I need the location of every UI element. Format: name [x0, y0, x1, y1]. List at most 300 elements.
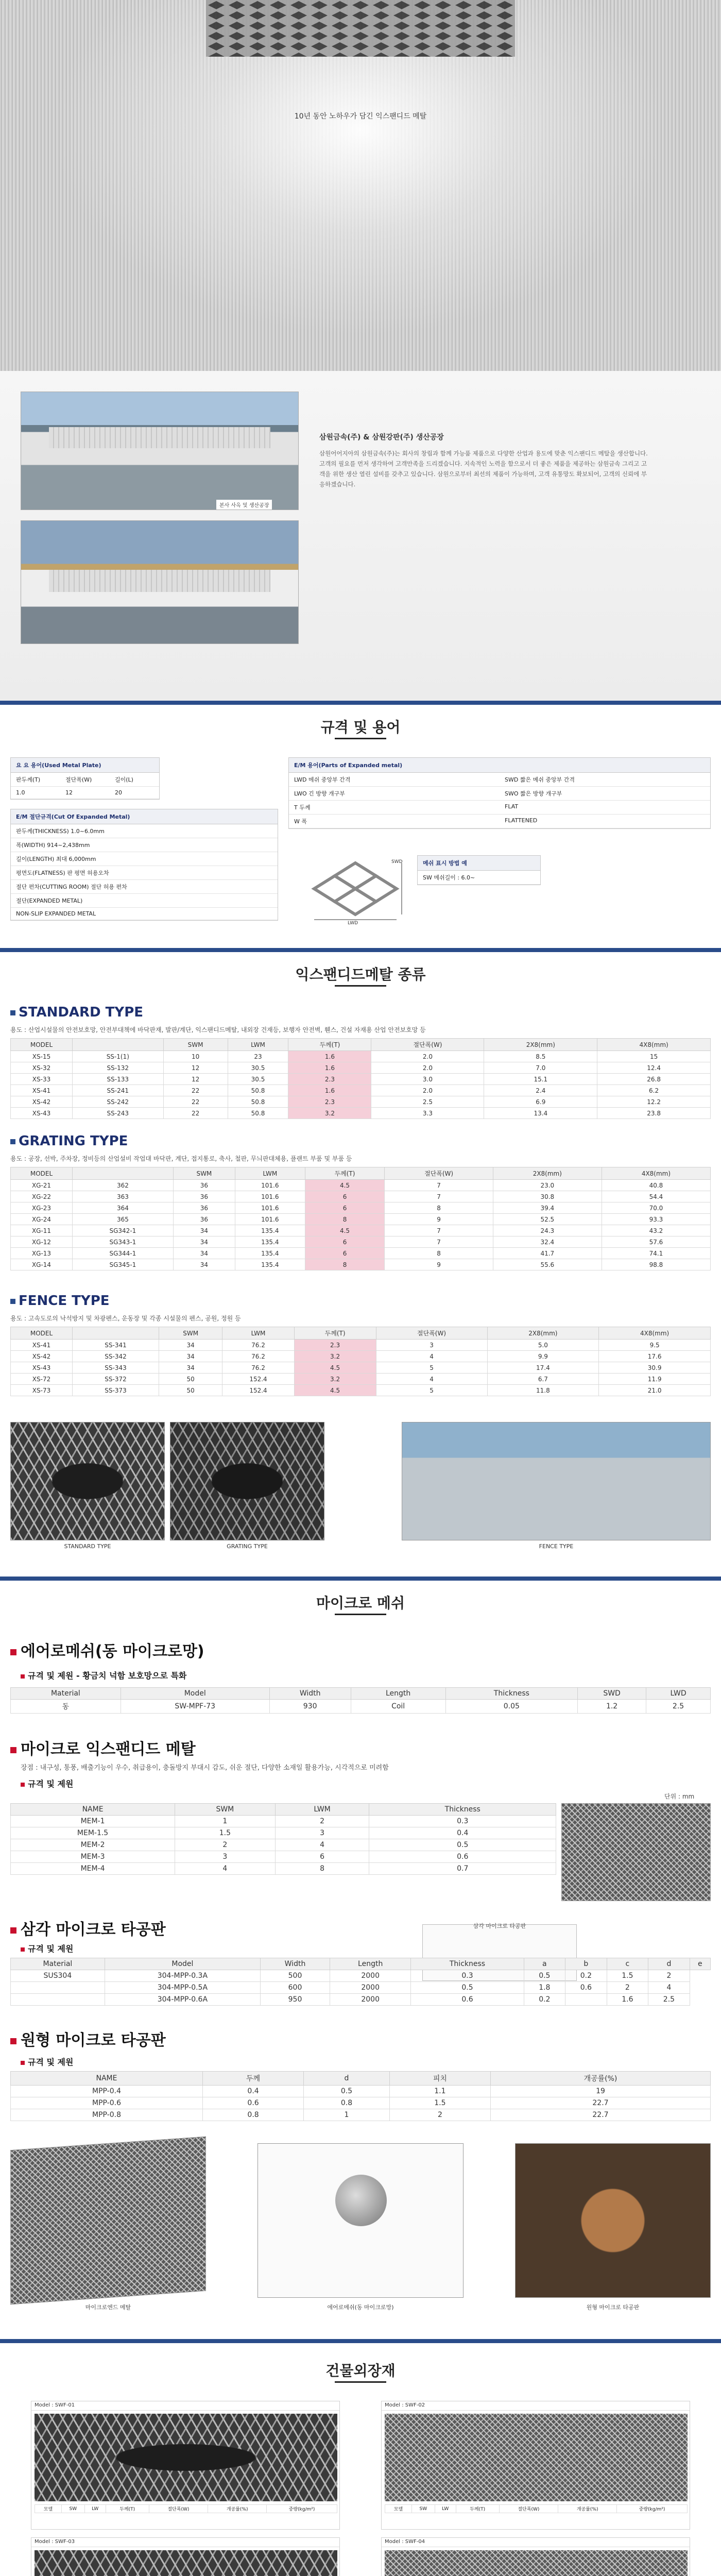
table-cell: 76.2	[222, 1340, 294, 1351]
table-cell: 50	[159, 1374, 222, 1385]
table-cell: 0.2	[565, 1970, 607, 1982]
table-cell: SUS304	[11, 1970, 105, 1982]
table-cell: 0.05	[445, 1700, 577, 1714]
table-cell: 39.4	[493, 1202, 602, 1214]
table-cell: 23.8	[597, 1108, 711, 1119]
table-cell: SS-241	[73, 1085, 164, 1096]
table-header: a	[524, 1958, 565, 1970]
table-cell: 32.4	[493, 1236, 602, 1248]
table-cell: 34	[159, 1362, 222, 1374]
cut-spec-item: 평면도(FLATNESS) 판 평면 허용오차	[16, 870, 109, 876]
table-cell	[11, 1994, 105, 2006]
round-caption-2: 에어로메쉬(동 마이크로망)	[327, 2304, 394, 2311]
table-header: e	[690, 1958, 710, 1970]
table-cell: XS-43	[11, 1362, 73, 1374]
table-cell: 2.3	[288, 1096, 371, 1108]
table-cell: 76.2	[222, 1362, 294, 1374]
table-cell: 6.7	[487, 1374, 599, 1385]
model-photo	[385, 2550, 688, 2576]
model-spec-head: 개공률(%)	[208, 2505, 267, 2513]
table-cell: XS-73	[11, 1385, 73, 1396]
model-photo	[35, 2550, 337, 2576]
table-cell: 41.7	[493, 1248, 602, 1259]
table-cell: XG-23	[11, 1202, 73, 1214]
em-part-item: T 두께	[294, 804, 311, 811]
em-part-item: SWD 짧은 메쉬 중앙부 간격	[505, 776, 575, 783]
th: LWM	[235, 1167, 305, 1180]
table-cell: 24.3	[493, 1225, 602, 1236]
table-cell: MEM-4	[11, 1863, 175, 1875]
table-cell: 98.8	[602, 1259, 710, 1270]
table-cell: 7.0	[484, 1062, 597, 1074]
table-cell: 304-MPP-0.3A	[105, 1970, 260, 1982]
tri-plate-title	[10, 1917, 166, 1939]
heading-underline	[335, 1614, 386, 1615]
heading-underline	[335, 738, 386, 739]
table-cell: 362	[73, 1180, 174, 1191]
model-spec-head: SW	[411, 2505, 435, 2513]
table-cell: XG-12	[11, 1236, 73, 1248]
table-header: Length	[351, 1688, 445, 1700]
em-part-item: LWD 메쉬 중앙부 간격	[294, 776, 351, 783]
table-cell: MEM-1.5	[11, 1827, 175, 1839]
table-cell: 50.8	[228, 1108, 288, 1119]
table-cell: XS-32	[11, 1062, 73, 1074]
table-row	[11, 1074, 711, 1085]
table-cell: 4.5	[294, 1362, 376, 1374]
table-cell: 152.4	[222, 1374, 294, 1385]
table-cell: XS-15	[11, 1051, 73, 1062]
model-spec-head: 중량(kg/m²)	[267, 2505, 337, 2513]
table-cell: 36	[173, 1214, 235, 1225]
model-label: Model : SWF-02	[382, 2401, 690, 2411]
table-cell: 0.5	[524, 1970, 565, 1982]
grating-table	[10, 1167, 711, 1270]
table-cell: 8	[385, 1248, 493, 1259]
used-plate-head: 요 요 용어(Used Metal Plate)	[11, 758, 159, 773]
round-table	[10, 2071, 711, 2121]
table-header: Width	[261, 1958, 330, 1970]
table-header: Thickness	[445, 1688, 577, 1700]
table-cell: 22	[163, 1108, 228, 1119]
table-cell: 22.7	[490, 2097, 710, 2109]
micro-em-table	[10, 1803, 556, 1875]
table-cell: SS-132	[73, 1062, 164, 1074]
micro-em-title	[10, 1736, 196, 1759]
round-photo-1	[10, 2137, 206, 2305]
mesh-notation-box	[417, 855, 541, 885]
model-spec-head: 두께(T)	[106, 2505, 149, 2513]
table-cell: 2.0	[371, 1062, 484, 1074]
cut-spec-box	[10, 809, 278, 921]
table-cell: 2	[389, 2109, 490, 2121]
micro-em-title-text: 마이크로 익스팬디드 메탈	[21, 1740, 196, 1758]
th: 2X8(mm)	[493, 1167, 602, 1180]
table-row	[11, 2086, 711, 2097]
model-spec-head: 모델	[35, 2505, 62, 2513]
th	[73, 1167, 174, 1180]
table-row	[11, 1385, 711, 1396]
copper-mesh-title	[10, 1638, 204, 1661]
th: 2X8(mm)	[487, 1327, 599, 1340]
mesh-notation-head: 메쉬 표시 방법 예	[418, 856, 540, 871]
models-heading: 건물외장재	[325, 2362, 396, 2379]
table-cell: 0.3	[411, 1970, 524, 1982]
table-cell: 7	[385, 1191, 493, 1202]
table-cell: Coil	[351, 1700, 445, 1714]
table-cell: 3.2	[294, 1374, 376, 1385]
table-cell: 2.5	[648, 1994, 690, 2006]
cut-spec-item: 판두께(THICKNESS) 1.0~6.0mm	[16, 828, 105, 835]
table-cell: 1.6	[288, 1085, 371, 1096]
table-cell: 365	[73, 1214, 174, 1225]
coin-photo	[335, 2175, 387, 2226]
unit-label: 단위 : mm	[664, 1793, 695, 1800]
table-cell: 6	[305, 1248, 385, 1259]
model-label: Model : SWF-04	[382, 2538, 690, 2547]
model-photo	[35, 2414, 337, 2501]
fence-usage: 용도 : 고속도로의 낙석방지 및 차광펜스, 운동장 및 각종 시설물의 펜스, 공원, 정원 등	[10, 1315, 241, 1322]
em-part-item: SWO 짧은 방향 개구부	[505, 790, 562, 797]
th: 두께(T)	[305, 1167, 385, 1180]
table-row	[11, 1362, 711, 1374]
table-cell: 1.8	[524, 1982, 565, 1994]
bullet-red-icon	[10, 1649, 16, 1655]
table-row	[11, 1259, 711, 1270]
table-row	[11, 2109, 711, 2121]
round-caption-1: 마이크로엔드 메탈	[85, 2304, 131, 2311]
bullet-red-icon	[21, 2061, 25, 2065]
table-cell: 101.6	[235, 1214, 305, 1225]
em-part-item: LWO 긴 방향 개구부	[294, 790, 345, 797]
table-header: SWD	[578, 1688, 646, 1700]
table-cell: XS-43	[11, 1108, 73, 1119]
model-photo	[385, 2414, 688, 2501]
table-row	[11, 1236, 711, 1248]
table-cell: SS-242	[73, 1096, 164, 1108]
table-cell	[565, 1994, 607, 2006]
bullet-red-icon	[21, 1947, 25, 1952]
table-cell: 3.2	[294, 1351, 376, 1362]
table-cell: 135.4	[235, 1236, 305, 1248]
table-cell: 50	[159, 1385, 222, 1396]
table-cell: 10	[163, 1051, 228, 1062]
table-header: d	[648, 1958, 690, 1970]
table-cell: 3	[376, 1340, 487, 1351]
table-header: NAME	[11, 1804, 175, 1816]
table-cell: 0.5	[411, 1982, 524, 1994]
table-cell: 4	[376, 1374, 487, 1385]
standard-usage: 용도 : 산업시설물의 안전보호망, 안전부대책에 바닥판재, 발판/계단, 익스팬디드메탈, 내외장 건재등, 보행자 안전벽, 휀스, 건설 자재용 산업 안전보호망 등	[10, 1026, 426, 1033]
table-cell: 135.4	[235, 1225, 305, 1236]
table-row	[11, 1202, 711, 1214]
th: LWM	[222, 1327, 294, 1340]
table-cell: 동	[11, 1700, 121, 1714]
heading-underline	[335, 985, 386, 987]
cut-spec-item: 절단 편차(CUTTING ROOM) 절단 허용 편차	[16, 884, 127, 890]
table-cell: 76.2	[222, 1351, 294, 1362]
table-cell: SG345-1	[73, 1259, 174, 1270]
cell: 20	[115, 789, 122, 796]
table-cell: 1.1	[389, 2086, 490, 2097]
table-row	[11, 1051, 711, 1062]
diagram-label-lwd: LWD	[348, 921, 358, 925]
table-cell: 2.0	[371, 1051, 484, 1062]
table-cell: SS-372	[73, 1374, 159, 1385]
table-cell: 12	[163, 1074, 228, 1085]
model-card	[31, 2401, 340, 2530]
section-divider	[0, 1577, 721, 1581]
table-cell: 2000	[330, 1994, 410, 2006]
table-cell: 57.6	[602, 1236, 710, 1248]
model-card	[381, 2401, 690, 2530]
table-cell: XS-41	[11, 1340, 73, 1351]
table-cell: MEM-3	[11, 1851, 175, 1863]
table-row	[11, 1994, 711, 2006]
round-title-text: 원형 마이크로 타공판	[21, 2031, 166, 2049]
table-cell: 7	[385, 1180, 493, 1191]
table-cell: 21.0	[599, 1385, 711, 1396]
table-cell: 30.9	[599, 1362, 711, 1374]
col-head: 길이(L)	[115, 776, 133, 783]
bullet-square-icon	[10, 1010, 15, 1015]
table-cell: 2.4	[484, 1085, 597, 1096]
model-label: Model : SWF-03	[31, 2538, 339, 2547]
model-spec-head: LW	[84, 2505, 106, 2513]
table-cell: 5	[376, 1385, 487, 1396]
bullet-red-icon	[10, 1927, 16, 1934]
bullet-square-icon	[10, 1139, 15, 1144]
table-cell: 15.1	[484, 1074, 597, 1085]
model-spec-head: 중량(kg/m²)	[617, 2505, 688, 2513]
th	[73, 1327, 159, 1340]
standard-type-photo	[10, 1422, 165, 1540]
table-cell: MEM-1	[11, 1816, 175, 1827]
table-row	[11, 1225, 711, 1236]
bullet-red-icon	[10, 2038, 16, 2044]
table-cell: 36	[173, 1202, 235, 1214]
table-cell: 34	[173, 1225, 235, 1236]
company-name: 삼원금속(주) & 삼원강판(주) 생산공장	[319, 433, 444, 442]
table-row	[11, 1248, 711, 1259]
table-cell: 3.0	[371, 1074, 484, 1085]
table-cell: XG-24	[11, 1214, 73, 1225]
cut-spec-item: 절단(EXPANDED METAL)	[16, 897, 83, 904]
table-cell: 1	[175, 1816, 275, 1827]
round-photo-2	[258, 2143, 464, 2298]
table-cell: 52.5	[493, 1214, 602, 1225]
table-cell: 36	[173, 1180, 235, 1191]
table-cell: SS-1(1)	[73, 1051, 164, 1062]
round-photo-3	[515, 2143, 711, 2298]
table-cell: 2	[175, 1839, 275, 1851]
micro-em-sub	[21, 1777, 73, 1789]
table-cell: XS-42	[11, 1096, 73, 1108]
table-cell: 22	[163, 1096, 228, 1108]
factory-photo-2	[21, 520, 299, 644]
table-header: b	[565, 1958, 607, 1970]
table-cell: 30.5	[228, 1074, 288, 1085]
standard-type-caption: STANDARD TYPE	[64, 1543, 111, 1550]
table-cell: 0.5	[304, 2086, 390, 2097]
factory-photo-1	[21, 392, 299, 510]
em-parts-head: E/M 용어(Parts of Expanded metal)	[289, 758, 710, 773]
table-cell: 4	[275, 1839, 369, 1851]
table-row	[11, 1700, 711, 1714]
table-cell: 17.6	[599, 1351, 711, 1362]
table-cell: 2	[607, 1982, 648, 1994]
table-cell: 30.8	[493, 1191, 602, 1202]
table-cell: SW-MPF-73	[121, 1700, 269, 1714]
table-cell: 36	[173, 1191, 235, 1202]
table-cell: 1.6	[607, 1994, 648, 2006]
table-row	[11, 1851, 556, 1863]
table-cell: 6.2	[597, 1085, 711, 1096]
copper-table	[10, 1687, 711, 1714]
table-cell: 8	[305, 1259, 385, 1270]
diagram-label-swd: SWD	[391, 859, 403, 865]
th: 두께(T)	[294, 1327, 376, 1340]
em-part-item: FLATTENED	[505, 817, 538, 824]
round-sub-text: 규격 및 제원	[28, 2057, 74, 2067]
table-header: 두께	[203, 2072, 304, 2086]
th: MODEL	[11, 1039, 73, 1051]
table-cell: 3.2	[288, 1108, 371, 1119]
table-header: Model	[105, 1958, 260, 1970]
table-cell: SG342-1	[73, 1225, 174, 1236]
table-cell: 364	[73, 1202, 174, 1214]
table-cell: 9.5	[599, 1340, 711, 1351]
table-cell: 26.8	[597, 1074, 711, 1085]
table-cell: 2.5	[371, 1096, 484, 1108]
table-cell: XG-11	[11, 1225, 73, 1236]
table-cell: 0.4	[203, 2086, 304, 2097]
table-cell: 12.4	[597, 1062, 711, 1074]
th: SWM	[159, 1327, 222, 1340]
table-cell: 304-MPP-0.6A	[105, 1994, 260, 2006]
bullet-red-icon	[21, 1783, 25, 1787]
copper-sub-text: 규격 및 제원 - 황금치 넉함 보호망으로 특화	[28, 1671, 187, 1681]
table-cell	[11, 1982, 105, 1994]
table-cell: 2.3	[294, 1340, 376, 1351]
table-cell: 7	[385, 1225, 493, 1236]
table-cell: XS-72	[11, 1374, 73, 1385]
section-divider	[0, 2339, 721, 2343]
table-cell: 34	[173, 1236, 235, 1248]
table-cell: 30.5	[228, 1062, 288, 1074]
table-row	[11, 1062, 711, 1074]
table-header: d	[304, 2072, 390, 2086]
table-row	[11, 1180, 711, 1191]
table-row	[11, 1351, 711, 1362]
section-divider	[0, 948, 721, 952]
table-cell: 0.6	[203, 2097, 304, 2109]
table-cell: 2	[275, 1816, 369, 1827]
table-cell: 1	[304, 2109, 390, 2121]
table-cell: 11.8	[487, 1385, 599, 1396]
table-cell: 34	[173, 1259, 235, 1270]
table-cell: 4	[648, 1982, 690, 1994]
table-cell: SS-373	[73, 1385, 159, 1396]
table-cell: 950	[261, 1994, 330, 2006]
fence-type-caption: FENCE TYPE	[539, 1543, 574, 1550]
table-cell: 4	[376, 1351, 487, 1362]
table-cell: 101.6	[235, 1202, 305, 1214]
th: 절단폭(W)	[371, 1039, 484, 1051]
table-cell: 12.2	[597, 1096, 711, 1108]
mesh-diagram	[299, 853, 407, 925]
tri-title-text: 삼각 마이크로 타공판	[21, 1921, 166, 1939]
table-row	[11, 1214, 711, 1225]
th: LWM	[228, 1039, 288, 1051]
table-cell: 1.6	[288, 1062, 371, 1074]
table-row	[11, 1839, 556, 1851]
th: SWM	[173, 1167, 235, 1180]
table-cell: 101.6	[235, 1191, 305, 1202]
table-cell: 4.5	[305, 1225, 385, 1236]
standard-title-text: STANDARD TYPE	[19, 1005, 144, 1020]
table-cell: 1.2	[578, 1700, 646, 1714]
table-row	[11, 1085, 711, 1096]
table-cell: 6	[305, 1202, 385, 1214]
table-header: LWD	[646, 1688, 711, 1700]
fence-title-text: FENCE TYPE	[19, 1293, 110, 1309]
table-header: NAME	[11, 2072, 203, 2086]
table-header: Length	[330, 1958, 410, 1970]
table-cell: 6	[275, 1851, 369, 1863]
table-cell: 70.0	[602, 1202, 710, 1214]
table-cell: 0.8	[304, 2097, 390, 2109]
hero-title: 10년 동안 노하우가 담긴 익스팬디드 메탈	[294, 112, 427, 121]
table-row	[11, 1863, 556, 1875]
table-cell: MPP-0.4	[11, 2086, 203, 2097]
th: 절단폭(W)	[385, 1167, 493, 1180]
grating-type-title	[10, 1133, 128, 1149]
table-cell: SS-243	[73, 1108, 164, 1119]
company-section	[0, 371, 721, 701]
table-cell: XS-41	[11, 1085, 73, 1096]
table-cell: 6	[305, 1236, 385, 1248]
tri-sub	[21, 1942, 73, 1954]
table-cell: 34	[159, 1340, 222, 1351]
table-cell: 5.0	[487, 1340, 599, 1351]
standard-table	[10, 1038, 711, 1119]
round-plate-title	[10, 2027, 166, 2050]
th: 2X8(mm)	[484, 1039, 597, 1051]
tri-table	[10, 1958, 711, 2006]
bullet-square-icon	[10, 1299, 15, 1304]
round-sub	[21, 2056, 73, 2067]
tri-sub-text: 규격 및 제원	[28, 1944, 74, 1954]
table-cell: 0.4	[369, 1827, 556, 1839]
cut-spec-item: 폭(WIDTH) 914~2,438mm	[16, 842, 90, 849]
model-spec-head: 절단폭(W)	[149, 2505, 208, 2513]
table-cell: 8.5	[484, 1051, 597, 1062]
table-cell: SG344-1	[73, 1248, 174, 1259]
table-cell: 22	[163, 1085, 228, 1096]
fence-table	[10, 1327, 711, 1396]
table-cell: 11.9	[599, 1374, 711, 1385]
em-parts-box	[288, 757, 711, 829]
table-cell: 0.5	[369, 1839, 556, 1851]
model-card	[381, 2537, 690, 2576]
used-plate-box	[10, 757, 160, 800]
grating-type-caption: GRATING TYPE	[227, 1543, 268, 1550]
table-cell: SS-343	[73, 1362, 159, 1374]
expanded-heading: 익스팬디드메탈 종류	[295, 966, 426, 983]
model-spec-head: 절단폭(W)	[499, 2505, 558, 2513]
table-header: LWM	[275, 1804, 369, 1816]
